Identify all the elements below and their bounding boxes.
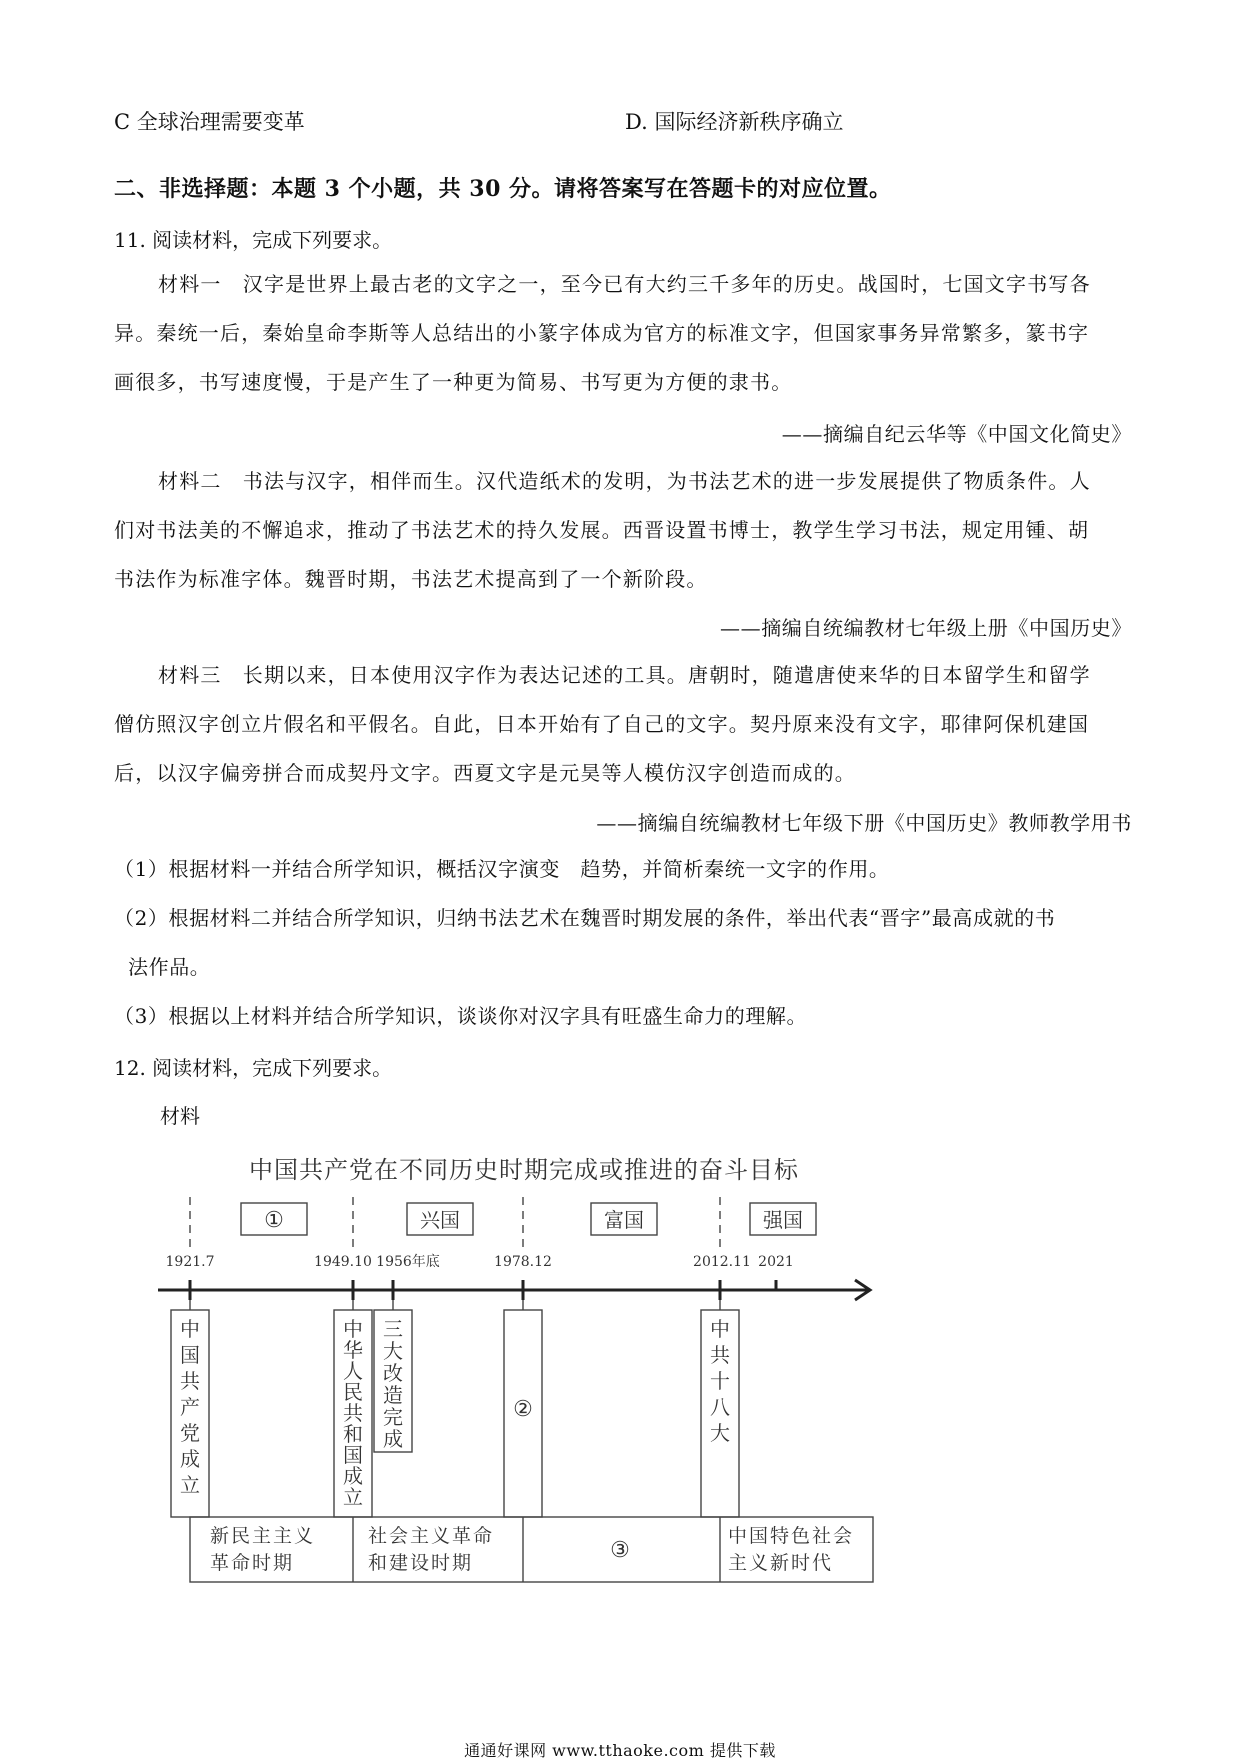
material-label: 材料	[160, 1104, 200, 1128]
period-1-line-2: 革命时期	[210, 1552, 295, 1574]
question-11-stem: 11. 阅读材料，完成下列要求。	[114, 228, 393, 252]
material-1-line: 材料一 汉字是世界上最古老的文字之一，至今已有大约三千多年的历史。战国时，七国文字书写各	[158, 272, 1091, 296]
material-2-line: 们对书法美的不懈追求，推动了书法艺术的持久发展。西晋设置书博士，教学生学习书法，规定用锺、胡	[114, 518, 1090, 542]
period-2-line-2: 和建设时期	[368, 1552, 474, 1574]
period-2-line-1: 社会主义革命	[368, 1525, 495, 1547]
subquestion-1: （1）根据材料一并结合所学知识，概括汉字演变 趋势，并简析秦统一文字的作用。	[114, 857, 890, 881]
material-3-line: 后，以汉字偏旁拼合而成契丹文字。西夏文字是元昊等人模仿汉字创造而成的。	[114, 761, 856, 785]
event-label-2: 中华人民共和国成立	[343, 1317, 363, 1509]
material-2-line: 书法作为标准字体。魏晋时期，书法艺术提高到了一个新阶段。	[114, 567, 708, 591]
period-4-line-1: 中国特色社会	[728, 1525, 855, 1547]
goal-label-4: 强国	[763, 1208, 803, 1232]
date-label: 1956年底	[376, 1254, 440, 1270]
material-3-line: 僧仿照汉字创立片假名和平假名。自此，日本开始有了自己的文字。契丹原来没有文字，耶律阿保机建国	[114, 712, 1090, 736]
option-c: C 全球治理需要变革	[114, 110, 305, 134]
diagram-title: 中国共产党在不同历史时期完成或推进的奋斗目标	[249, 1156, 799, 1184]
material-1-line: 画很多，书写速度慢，于是产生了一种更为简易、书写更为方便的隶书。	[114, 370, 793, 394]
period-3: ③	[610, 1538, 632, 1563]
subquestion-3: （3）根据以上材料并结合所学知识，谈谈你对汉字具有旺盛生命力的理解。	[114, 1004, 808, 1028]
event-label-3: 三大改造完成	[383, 1317, 403, 1451]
subquestion-2-cont: 法作品。	[128, 955, 211, 979]
option-d: D. 国际经济新秩序确立	[625, 110, 844, 134]
period-4-line-2: 主义新时代	[728, 1552, 834, 1574]
material-3-source: ——摘编自统编教材七年级下册《中国历史》教师教学用书	[596, 811, 1132, 835]
date-label: 2012.11	[693, 1254, 751, 1270]
material-1-line: 异。秦统一后，秦始皇命李斯等人总结出的小篆字体成为官方的标准文字，但国家事务异常繁多，篆书字	[114, 321, 1090, 345]
goal-label-2: 兴国	[420, 1208, 460, 1232]
date-label: 2021	[758, 1254, 794, 1270]
event-label-4: ②	[513, 1397, 533, 1422]
page-footer: 通通好课网 www.tthaoke.com 提供下载	[464, 1741, 776, 1760]
material-3-line: 材料三 长期以来，日本使用汉字作为表达记述的工具。唐朝时，随遣唐使来华的日本留学生和留学	[158, 663, 1091, 687]
material-1-source: ——摘编自纪云华等《中国文化简史》	[781, 422, 1132, 446]
event-label-5: 中共十八大	[710, 1317, 730, 1445]
goal-label-1: ①	[264, 1208, 284, 1233]
event-label-1: 中国共产党成立	[180, 1317, 200, 1497]
material-2-source: ——摘编自统编教材七年级上册《中国历史》	[720, 616, 1132, 640]
goal-label-3: 富国	[604, 1208, 644, 1232]
date-label: 1978.12	[494, 1254, 552, 1270]
date-label: 1921.7	[165, 1254, 215, 1270]
subquestion-2: （2）根据材料二并结合所学知识，归纳书法艺术在魏晋时期发展的条件，举出代表“晋字”最高成就的书	[114, 906, 1056, 930]
date-label: 1949.10	[314, 1254, 372, 1270]
material-2-line: 材料二 书法与汉字，相伴而生。汉代造纸术的发明，为书法艺术的进一步发展提供了物质条件。人	[158, 469, 1091, 493]
period-1-line-1: 新民主主义	[210, 1525, 316, 1547]
section-heading: 二、非选择题：本题 3 个小题，共 30 分。请将答案写在答题卡的对应位置。	[114, 176, 892, 202]
question-12-stem: 12. 阅读材料，完成下列要求。	[114, 1056, 393, 1080]
